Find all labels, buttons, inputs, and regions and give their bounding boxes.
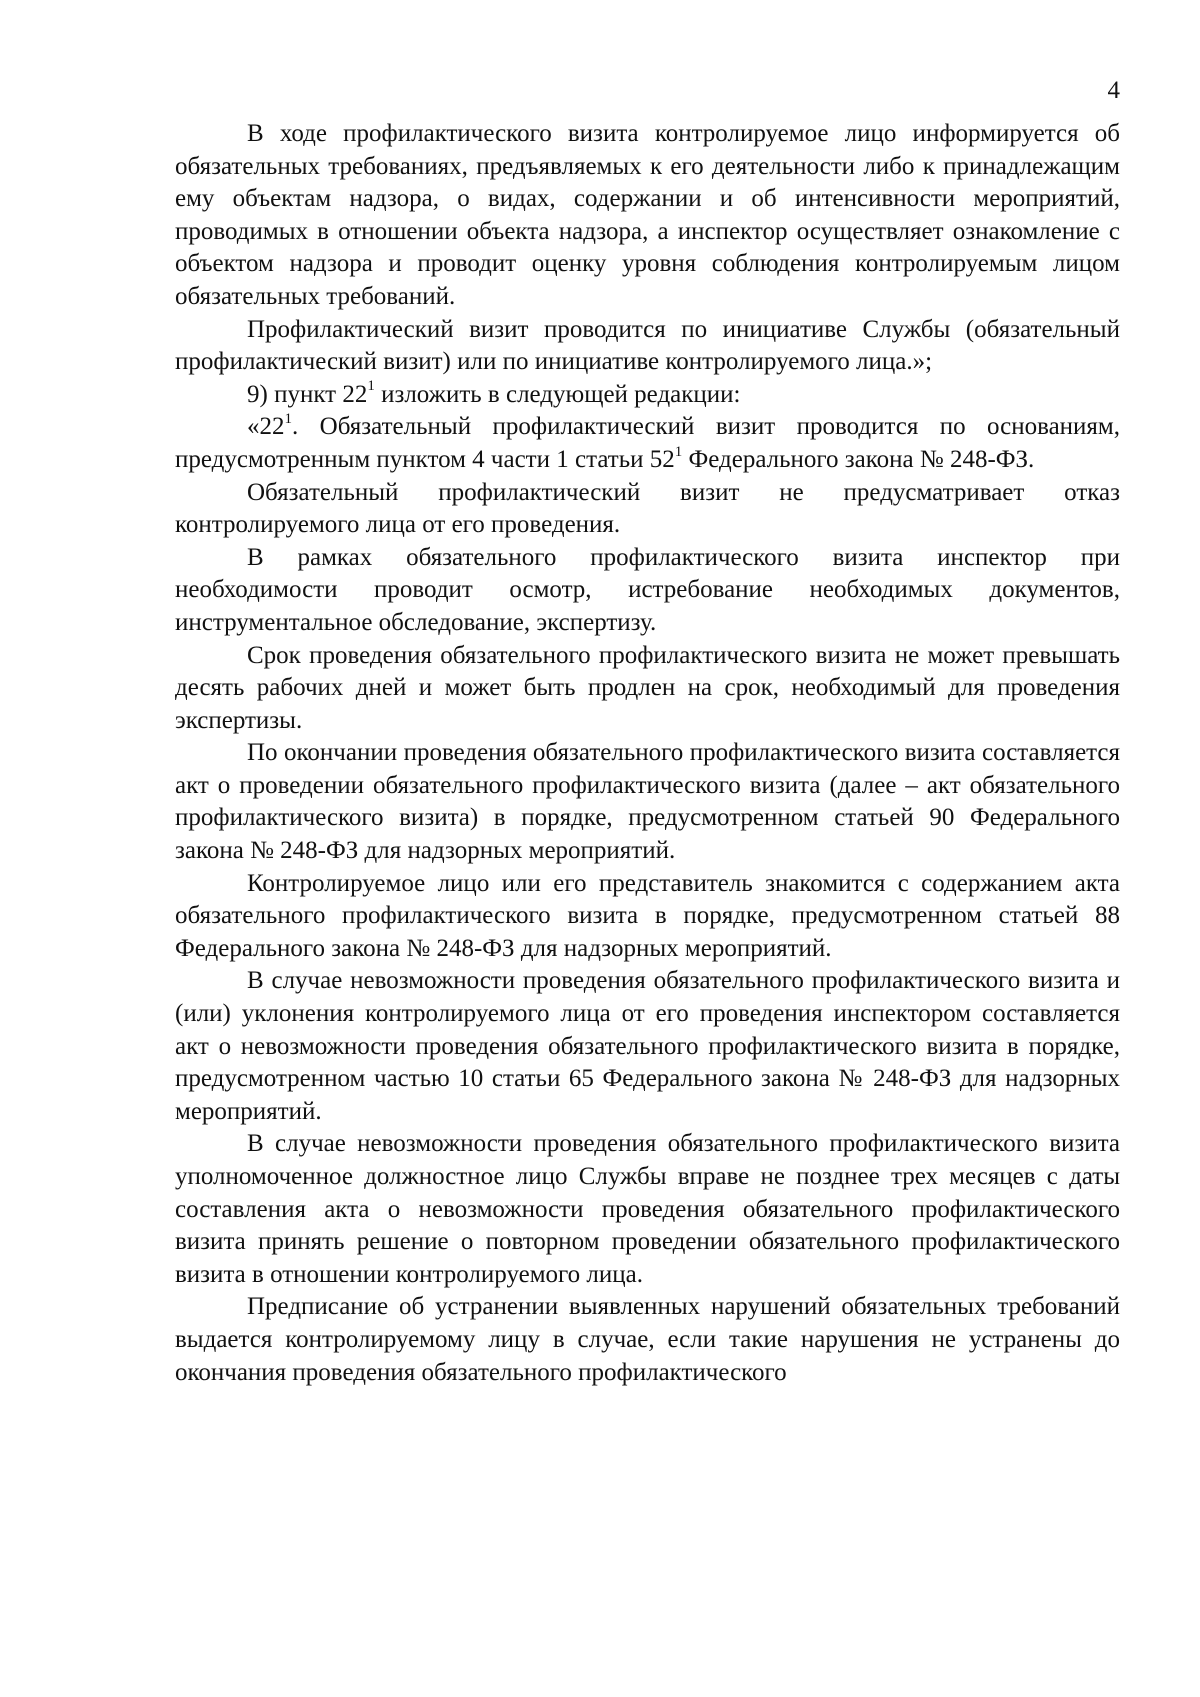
document-body [175, 118, 1120, 1389]
text-run: Контролируемое лицо или его представитель знакомится с содержанием акта обязательного профилактического визита в порядке, предусмотренном статьей 88 Федерального закона № 248-ФЗ для надзорных мероприятий. [175, 869, 1120, 962]
text-run: Обязательный профилактический визит не предусматривает отказ контролируемого лица от его проведения. [175, 478, 1120, 539]
paragraph [175, 640, 1120, 738]
paragraph [175, 965, 1120, 1128]
superscript: 1 [674, 443, 683, 460]
paragraph [175, 477, 1120, 542]
paragraph [175, 118, 1120, 314]
text-run: Предписание об устранении выявленных нарушений обязательных требований выдается контролируемому лицу в случае, если такие нарушения не устранены до окончания проведения обязательного профилактического [175, 1293, 1120, 1386]
paragraph [175, 868, 1120, 966]
superscript: 1 [284, 411, 292, 428]
text-run: . Обязательный профилактический визит проводится по основаниям, предусмотренным пунктом 4 части 1 статьи 52 [175, 413, 1120, 473]
paragraph [175, 737, 1120, 867]
page-number: 4 [1107, 77, 1120, 104]
text-run: «22 [247, 413, 285, 441]
paragraph [175, 542, 1120, 640]
superscript: 1 [367, 378, 375, 395]
paragraph [175, 1291, 1120, 1389]
text-run: В случае невозможности проведения обязательного профилактического визита уполномоченное должностное лицо Службы вправе не позднее трех месяцев с даты составления акта о невозможности проведения обязательного профилактического визита принять решение о повторном проведении обязательного профилактического визита в отношении контролируемого лица. [175, 1130, 1120, 1288]
paragraph [175, 379, 1120, 412]
paragraph [175, 411, 1120, 476]
text-run: изложить в следующей редакции: [374, 380, 741, 408]
text-run: 9) пункт 22 [247, 380, 368, 408]
text-run: По окончании проведения обязательного профилактического визита составляется акт о проведении обязательного профилактического визита (далее – акт обязательного профилактического визита) в порядке, предусмотренном статьей 90 Федерального закона № 248-ФЗ для надзорных мероприятий. [175, 739, 1120, 865]
text-run: В ходе профилактического визита контролируемое лицо информируется об обязательных требованиях, предъявляемых к его деятельности либо к принадлежащим ему объектам надзора, о видах, содержании и об интенсивности мероприятий, проводимых в отношении объекта надзора, а инспектор осуществляет ознакомление с объектом надзора и проводит оценку уровня соблюдения контролируемым лицом обязательных требований. [175, 120, 1120, 310]
paragraph [175, 1128, 1120, 1291]
text-run: Срок проведения обязательного профилактического визита не может превышать десять рабочих дней и может быть продлен на срок, необходимый для проведения экспертизы. [175, 641, 1120, 734]
text-run: Федерального закона № 248-ФЗ. [682, 445, 1035, 473]
text-run: Профилактический визит проводится по инициативе Службы (обязательный профилактический визит) или по инициативе контролируемого лица.»; [175, 315, 1120, 376]
text-run: В случае невозможности проведения обязательного профилактического визита и (или) уклонения контролируемого лица от его проведения инспектором составляется акт о невозможности проведения обязательного профилактического визита в порядке, предусмотренном частью 10 статьи 65 Федерального закона № 248-ФЗ для надзорных мероприятий. [175, 967, 1120, 1125]
paragraph [175, 314, 1120, 379]
text-run: В рамках обязательного профилактического визита инспектор при необходимости проводит осмотр, истребование необходимых документов, инструментальное обследование, экспертизу. [175, 543, 1120, 636]
